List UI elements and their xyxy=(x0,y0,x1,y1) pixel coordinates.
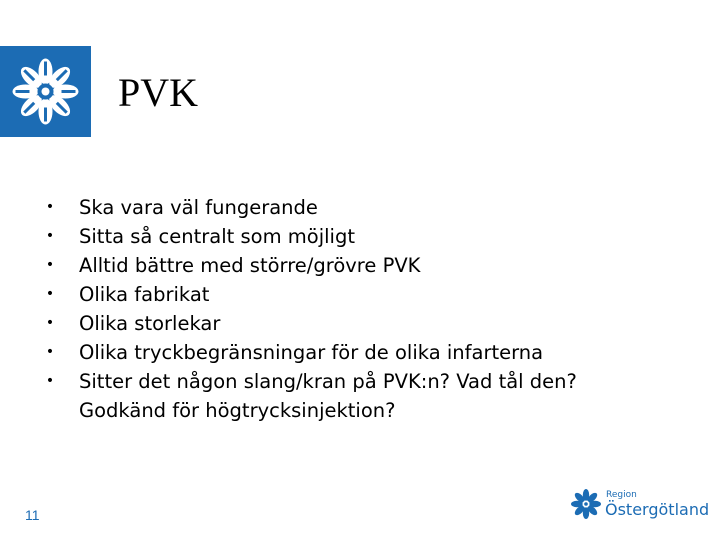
brand-name-large: Östergötland xyxy=(605,500,710,519)
bullet-text: Olika storlekar xyxy=(79,312,221,335)
bullet-text: Sitter det någon slang/kran på PVK:n? Vad tål den? Godkänd för högtrycksinjektion? xyxy=(79,370,577,422)
bullet-text: Alltid bättre med större/grövre PVK xyxy=(79,254,421,277)
slide-title: PVK xyxy=(118,70,199,115)
bullet-icon: • xyxy=(45,315,55,331)
flower-icon xyxy=(0,46,91,137)
bullet-item xyxy=(40,222,660,251)
logo-flower-icon xyxy=(0,46,91,137)
bullet-icon: • xyxy=(45,373,55,389)
bullet-item xyxy=(40,367,660,425)
bullet-item xyxy=(40,338,660,367)
bullet-text: Sitta så centralt som möjligt xyxy=(79,225,355,248)
bullet-text: Olika fabrikat xyxy=(79,283,210,306)
bullet-icon: • xyxy=(45,228,55,244)
bullet-icon: • xyxy=(45,199,55,215)
flower-icon xyxy=(570,488,602,520)
bullet-item xyxy=(40,280,660,309)
page-number: 11 xyxy=(25,507,40,523)
bullet-icon: • xyxy=(45,286,55,302)
bullet-text: Olika tryckbegränsningar för de olika infarterna xyxy=(79,341,544,364)
bullet-text: Ska vara väl fungerande xyxy=(79,196,318,219)
bullet-item xyxy=(40,193,660,222)
bullet-icon: • xyxy=(45,344,55,360)
bullet-icon: • xyxy=(45,257,55,273)
brand-logo xyxy=(570,486,710,526)
bullet-item xyxy=(40,251,660,280)
bullet-list xyxy=(40,193,660,425)
bullet-item xyxy=(40,309,660,338)
brand-name-small: Region xyxy=(606,490,637,500)
